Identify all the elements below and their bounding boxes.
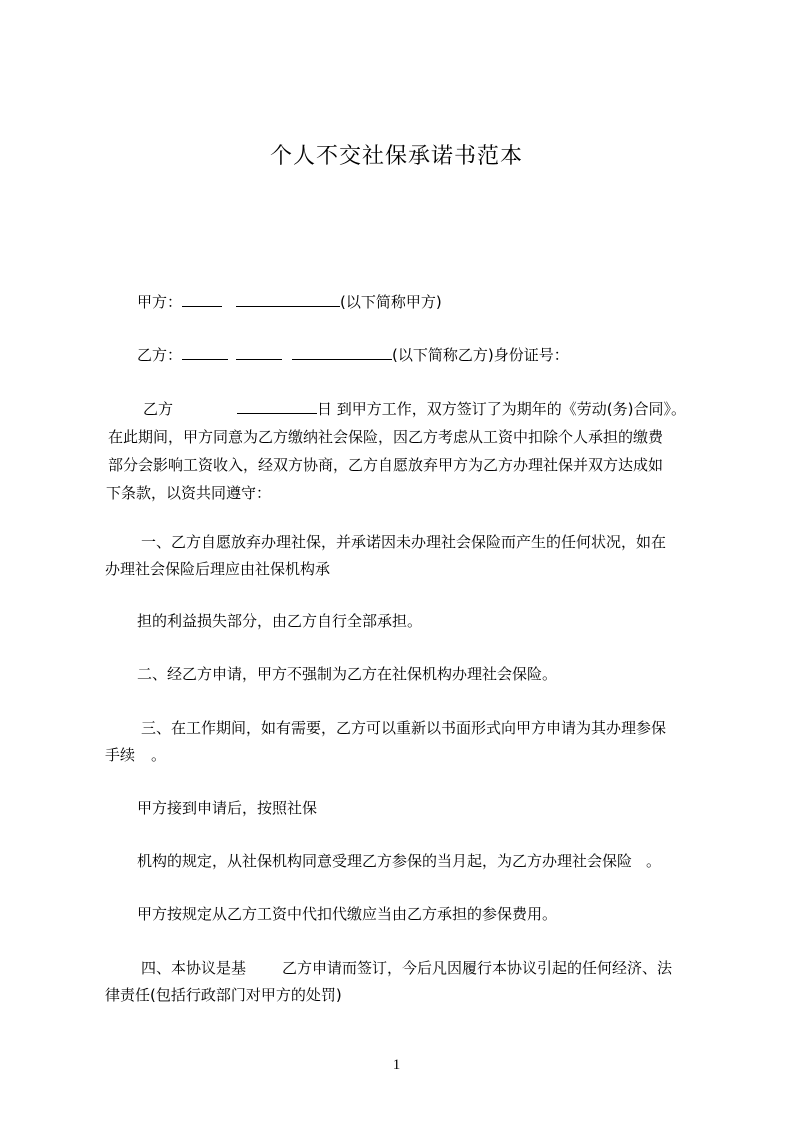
intro-line-4: 下条款，以资共同遵守： xyxy=(106,484,272,502)
intro-line-3: 部分会影响工资收入，经双方协商，乙方自愿放弃甲方为乙方办理社保并双方达成如 xyxy=(108,456,664,474)
clause-1-line-1: 一、乙方自愿放弃办理社保，并承诺因未办理社会保险而产生的任何状况，如在 xyxy=(141,533,667,551)
clause-3-line-5: 甲方按规定从乙方工资中代扣代缴应当由乙方承担的参保费用。 xyxy=(137,905,558,923)
party-b-blank-1 xyxy=(182,345,228,360)
intro-date-blank xyxy=(237,399,317,414)
clause-3-line-4: 机构的规定，从社保机构同意受理乙方参保的当月起，为乙方办理社会保险 。 xyxy=(137,852,662,870)
party-b-blank-2 xyxy=(236,345,282,360)
party-a-label: 甲方： xyxy=(137,293,183,311)
clause-4-line-2: 律责任(包括行政部门对甲方的处罚) xyxy=(105,986,342,1004)
party-a-blank-2 xyxy=(236,292,340,307)
intro-line-1: 乙方 日 到甲方工作，双方签订了为期年的《劳动(务)合同》。 xyxy=(143,400,686,418)
party-a-line xyxy=(137,292,442,312)
clause-2-line-1: 二、经乙方申请，甲方不强制为乙方在社保机构办理社会保险。 xyxy=(137,665,558,683)
party-a-blank-1 xyxy=(182,292,222,307)
party-b-label: 乙方： xyxy=(137,346,183,364)
document-title: 个人不交社保承诺书范本 xyxy=(269,144,523,169)
party-b-blank-3 xyxy=(292,345,392,360)
clause-4-line-1: 四、本协议是基 乙方申请而签订，今后凡因履行本协议引起的任何经济、法 xyxy=(141,959,673,977)
party-b-line xyxy=(137,345,569,365)
party-a-suffix: (以下简称甲方) xyxy=(340,293,442,311)
page-number: 1 xyxy=(392,1057,401,1073)
clause-1-line-2: 办理社会保险后理应由社保机构承 xyxy=(105,560,331,578)
clause-3-line-1: 三、在工作期间，如有需要，乙方可以重新以书面形式向甲方申请为其办理参保 xyxy=(141,719,667,737)
clause-1-line-3: 担的利益损失部分，由乙方自行全部承担。 xyxy=(137,612,423,630)
intro-line-2: 在此期间，甲方同意为乙方缴纳社会保险，因乙方考虑从工资中扣除个人承担的缴费 xyxy=(108,428,664,446)
clause-3-line-3: 甲方接到申请后，按照社保 xyxy=(137,799,318,817)
party-b-suffix: (以下简称乙方)身份证号： xyxy=(392,346,569,364)
clause-3-line-2: 手续 。 xyxy=(105,746,167,764)
